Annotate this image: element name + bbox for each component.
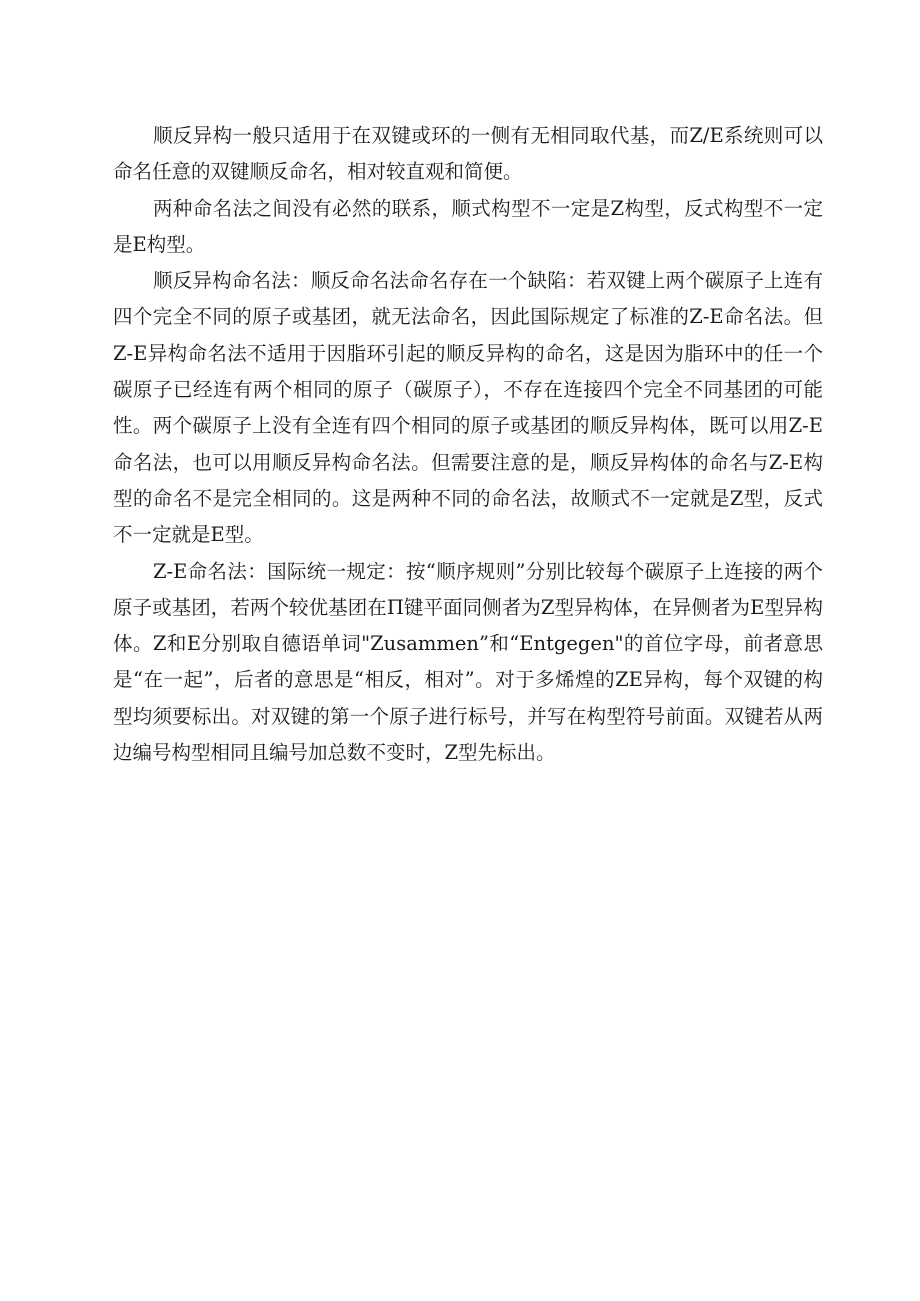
paragraph-2: 两种命名法之间没有必然的联系，顺式构型不一定是Z构型，反式构型不一定是E构型。	[113, 196, 823, 256]
paragraph-1: 顺反异构一般只适用于在双键或环的一侧有无相同取代基，而Z/E系统则可以命名任意的双键顺反命名，相对较直观和简便。	[113, 124, 823, 184]
document-body	[113, 118, 823, 771]
paragraph-4: Z-E命名法：国际统一规定：按“顺序规则”分别比较每个碳原子上连接的两个原子或基团，若两个较优基团在Π键平面同侧者为Z型异构体，在异侧者为E型异构体。Z和E分别取自德语单词"Zusammen”和“Entgegen"的首位字母，前者意思是“在一起”，后者的意思是“相反，相对”。对于多烯煌的ZE异构，每个双键的构型均须要标出。对双键的第一个原子进行标号，并写在构型符号前面。双键若从两边编号构型相同且编号加总数不变时，Z型先标出。	[113, 559, 823, 765]
paragraph-3: 顺反异构命名法：顺反命名法命名存在一个缺陷：若双键上两个碳原子上连有四个完全不同的原子或基团，就无法命名，因此国际规定了标准的Z-E命名法。但Z-E异构命名法不适用于因脂环引起的顺反异构的命名，这是因为脂环中的任一个碳原子已经连有两个相同的原子（碳原子），不存在连接四个完全不同基团的可能性。两个碳原子上没有全连有四个相同的原子或基团的顺反异构体，既可以用Z-E命名法，也可以用顺反异构命名法。但需要注意的是，顺反异构体的命名与Z-E构型的命名不是完全相同的。这是两种不同的命名法，故顺式不一定就是Z型，反式不一定就是E型。	[113, 269, 823, 547]
